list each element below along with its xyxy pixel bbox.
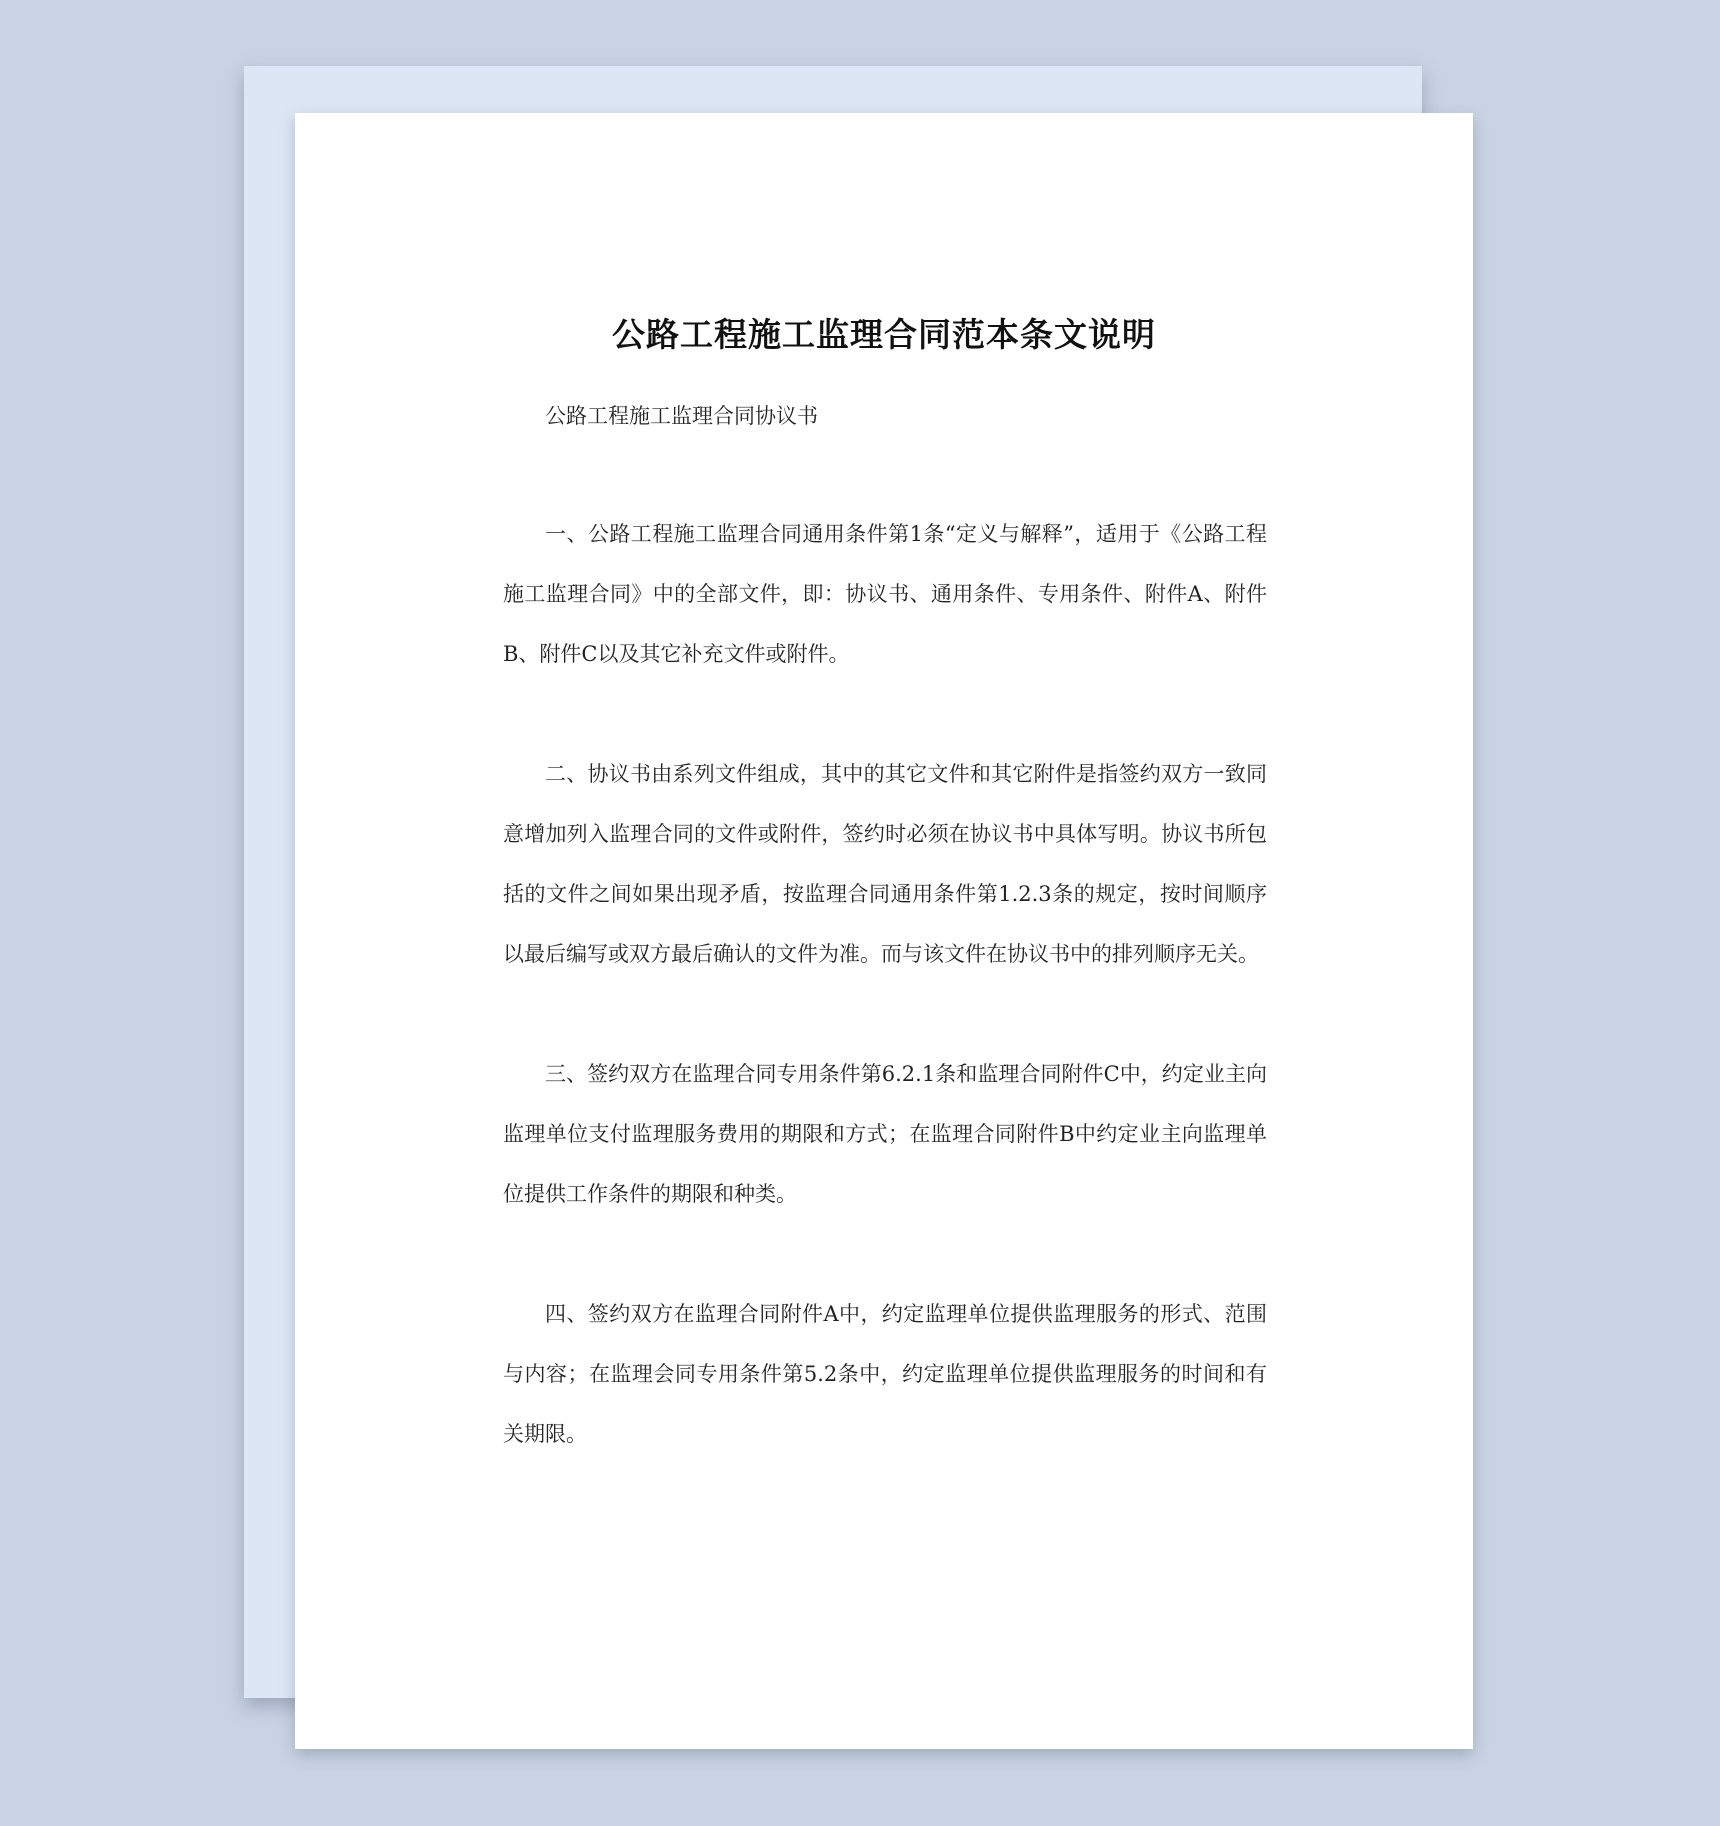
document-title: 公路工程施工监理合同范本条文说明 xyxy=(612,315,1156,354)
paragraph-1: 一、公路工程施工监理合同通用条件第1条“定义与解释”，适用于《公路工程施工监理合同》中的全部文件，即：协议书、通用条件、专用条件、附件A、附件B、附件C以及其它补充文件或附件。 xyxy=(503,522,1267,666)
document-subtitle: 公路工程施工监理合同协议书 xyxy=(545,404,818,428)
document-page xyxy=(295,113,1473,1749)
paragraph-4: 四、签约双方在监理合同附件A中，约定监理单位提供监理服务的形式、范围与内容；在监理会同专用条件第5.2条中，约定监理单位提供监理服务的时间和有关期限。 xyxy=(503,1302,1267,1446)
paragraph-3: 三、签约双方在监理合同专用条件第6.2.1条和监理合同附件C中，约定业主向监理单位支付监理服务费用的期限和方式；在监理合同附件B中约定业主向监理单位提供工作条件的期限和种类。 xyxy=(503,1062,1267,1206)
paragraph-2: 二、协议书由系列文件组成，其中的其它文件和其它附件是指签约双方一致同意增加列入监理合同的文件或附件，签约时必须在协议书中具体写明。协议书所包括的文件之间如果出现矛盾，按监理合同通用条件第1.2.3条的规定，按时间顺序以最后编写或双方最后确认的文件为准。而与该文件在协议书中的排列顺序无关。 xyxy=(503,762,1267,966)
